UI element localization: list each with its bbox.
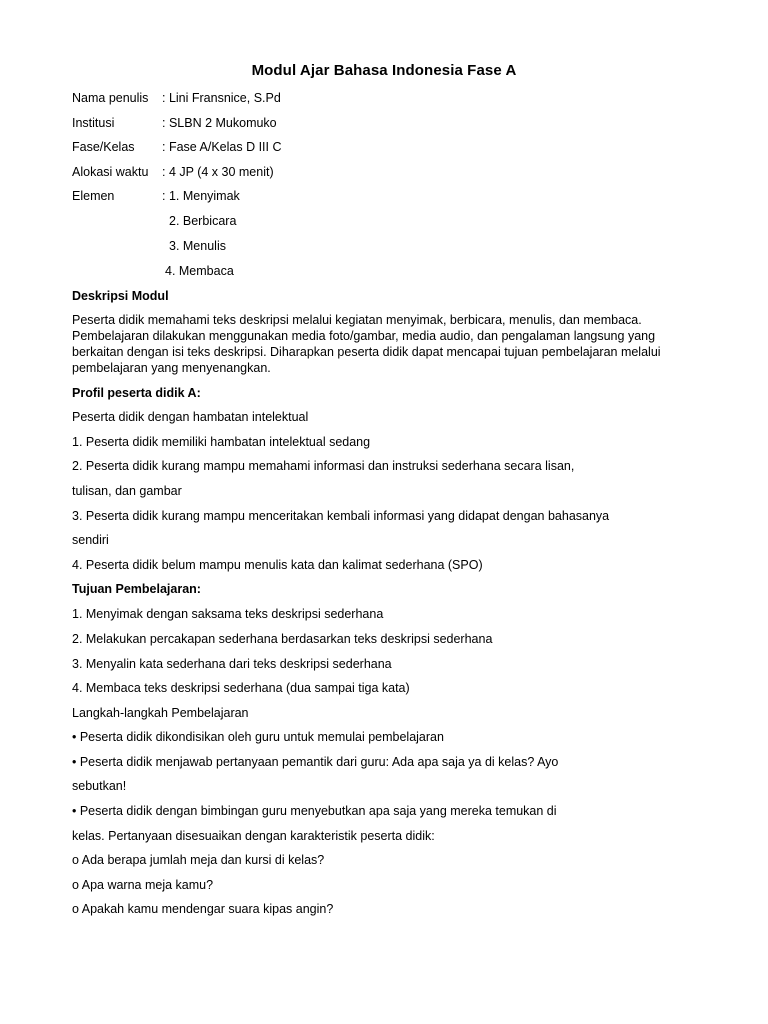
fase-kelas-value: : Fase A/Kelas D III C xyxy=(162,140,282,154)
profil-line: 1. Peserta didik memiliki hambatan intelektual sedang xyxy=(72,435,371,449)
alokasi-waktu-value: : 4 JP (4 x 30 menit) xyxy=(162,165,274,179)
langkah-line: • Peserta didik dikondisikan oleh guru untuk memulai pembelajaran xyxy=(72,730,444,744)
nama-penulis-value: : Lini Fransnice, S.Pd xyxy=(162,91,281,105)
tujuan-heading: Tujuan Pembelajaran: xyxy=(72,582,201,596)
document-title: Modul Ajar Bahasa Indonesia Fase A xyxy=(251,62,517,79)
langkah-line: o Apa warna meja kamu? xyxy=(72,878,214,892)
tujuan-line: 4. Membaca teks deskripsi sederhana (dua sampai tiga kata) xyxy=(72,681,410,695)
institusi-label: Institusi xyxy=(72,116,115,130)
elemen-item: 2. Berbicara xyxy=(169,214,237,228)
langkah-line: o Ada berapa jumlah meja dan kursi di kelas? xyxy=(72,853,325,867)
langkah-heading: Langkah-langkah Pembelajaran xyxy=(72,706,249,720)
profil-line: Peserta didik dengan hambatan intelektual xyxy=(72,410,309,424)
deskripsi-text: Peserta didik memahami teks deskripsi melalui kegiatan menyimak, berbicara, menulis, dan membaca. Pembelajaran dilakukan menggunakan media foto/gambar, media audio, dan pengalaman langsung yang berkaitan dengan isi teks deskripsi. Diharapkan peserta didik dapat mencapai tujuan pembelajaran melalui pembelajaran yang menyenangkan. xyxy=(72,313,661,375)
langkah-line: o Apakah kamu mendengar suara kipas angin? xyxy=(72,902,334,916)
nama-penulis-label: Nama penulis xyxy=(72,91,149,105)
langkah-line: • Peserta didik menjawab pertanyaan pemantik dari guru: Ada apa saja ya di kelas? Ayo xyxy=(72,755,559,769)
tujuan-line: 2. Melakukan percakapan sederhana berdasarkan teks deskripsi sederhana xyxy=(72,632,493,646)
profil-line: tulisan, dan gambar xyxy=(72,484,182,498)
langkah-line: • Peserta didik dengan bimbingan guru menyebutkan apa saja yang mereka temukan di xyxy=(72,804,557,818)
elemen-item: : 1. Menyimak xyxy=(162,189,240,203)
profil-line: 4. Peserta didik belum mampu menulis kata dan kalimat sederhana (SPO) xyxy=(72,558,483,572)
profil-line: sendiri xyxy=(72,533,109,547)
fase-kelas-label: Fase/Kelas xyxy=(72,140,135,154)
elemen-label: Elemen xyxy=(72,189,115,203)
elemen-item: 3. Menulis xyxy=(169,239,226,253)
langkah-line: sebutkan! xyxy=(72,779,127,793)
deskripsi-heading: Deskripsi Modul xyxy=(72,289,169,303)
profil-line: 2. Peserta didik kurang mampu memahami informasi dan instruksi sederhana secara lisan, xyxy=(72,459,575,473)
profil-heading: Profil peserta didik A: xyxy=(72,386,201,400)
institusi-value: : SLBN 2 Mukomuko xyxy=(162,116,277,130)
tujuan-line: 1. Menyimak dengan saksama teks deskripsi sederhana xyxy=(72,607,384,621)
tujuan-line: 3. Menyalin kata sederhana dari teks deskripsi sederhana xyxy=(72,657,392,671)
profil-line: 3. Peserta didik kurang mampu menceritakan kembali informasi yang didapat dengan bahasanya xyxy=(72,509,610,523)
langkah-line: kelas. Pertanyaan disesuaikan dengan karakteristik peserta didik: xyxy=(72,829,435,843)
elemen-item: 4. Membaca xyxy=(165,264,234,278)
alokasi-waktu-label: Alokasi waktu xyxy=(72,165,149,179)
